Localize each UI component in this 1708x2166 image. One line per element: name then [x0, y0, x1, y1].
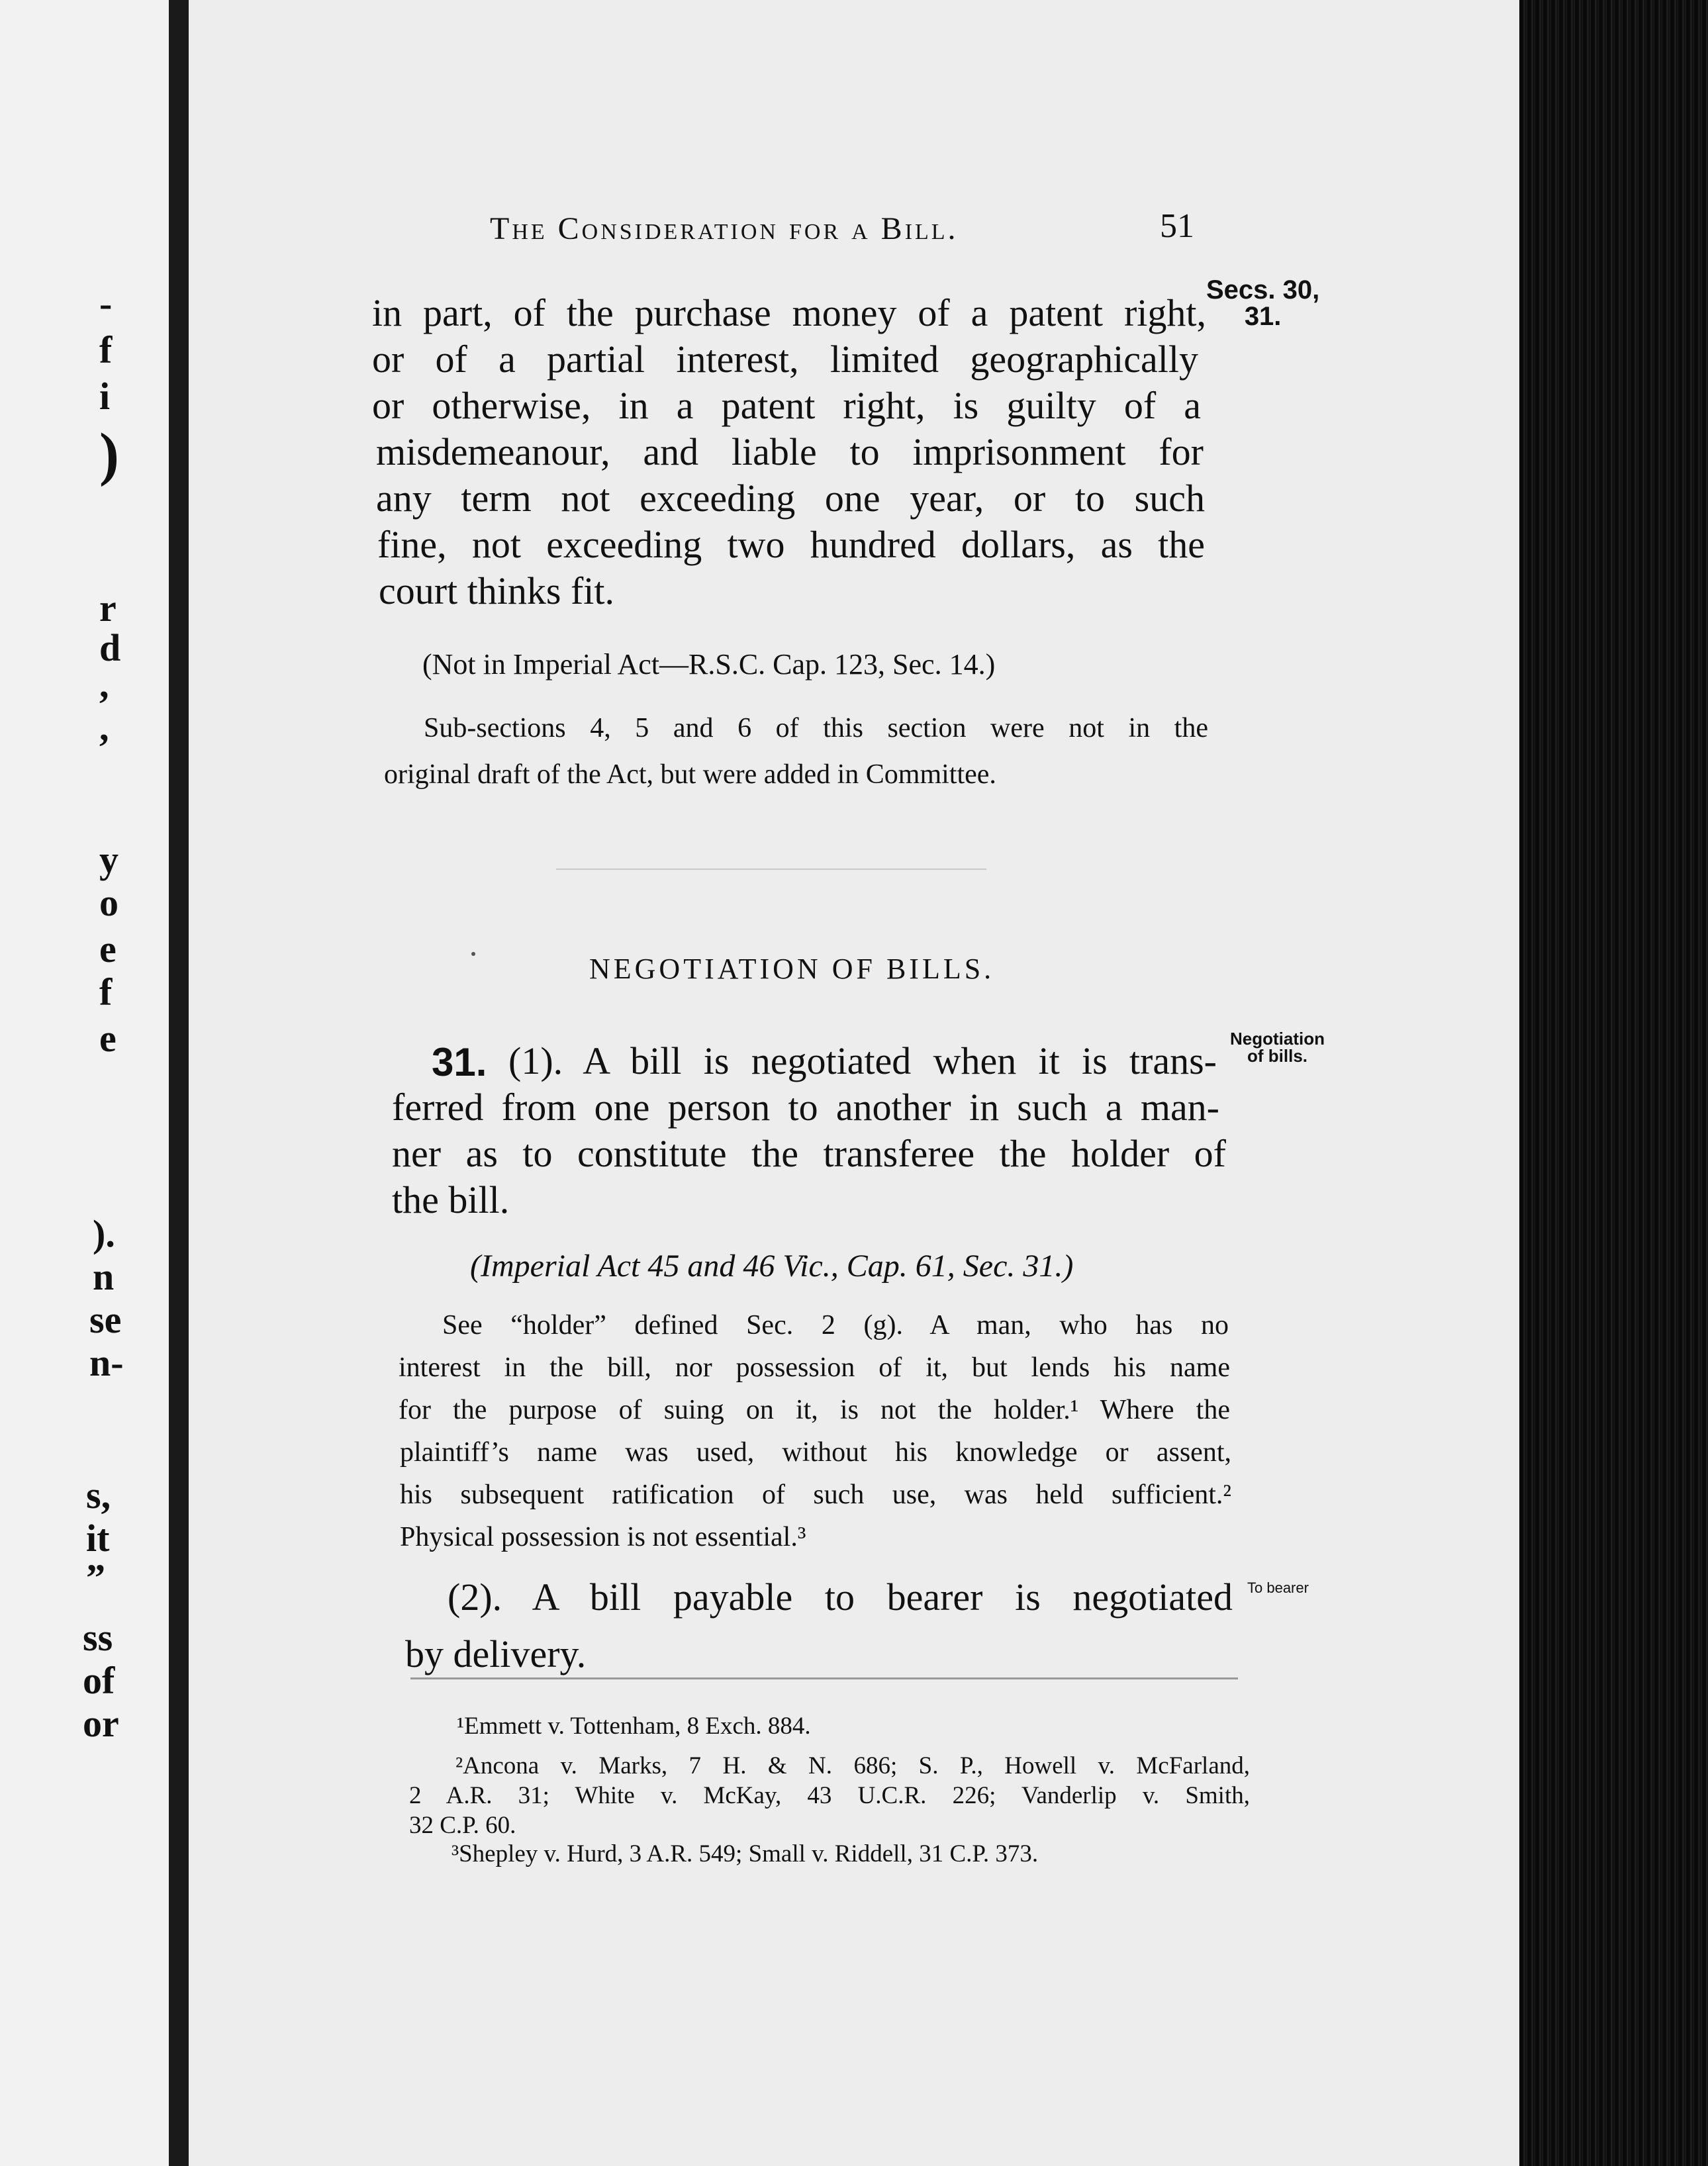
left-page-fragment: ss: [83, 1616, 113, 1659]
left-page-fragment: or: [83, 1702, 119, 1745]
note-line: plaintiff’s name was used, without his knowledge or assent,: [400, 1437, 1231, 1468]
left-page-fragment: o: [99, 881, 119, 924]
left-page-fragment: ,: [99, 706, 109, 749]
paragraph-line: in part, of the purchase money of a patent right,: [372, 291, 1206, 334]
note-line: Physical possession is not essential.³: [400, 1522, 806, 1552]
citation-rsc: (Not in Imperial Act—R.S.C. Cap. 123, Sec. 14.): [422, 648, 996, 681]
footnote-item: ¹Emmett v. Tottenham, 8 Exch. 884.: [457, 1713, 811, 1740]
paragraph-line: or of a partial interest, limited geographically: [372, 338, 1198, 381]
section-heading: NEGOTIATION OF BILLS.: [589, 953, 995, 985]
section-divider: [556, 869, 986, 870]
section-number: 31.: [432, 1040, 487, 1084]
footnote-rule: [410, 1677, 1238, 1679]
left-page-fragment: y: [99, 838, 119, 881]
paragraph-line: fine, not exceeding two hundred dollars, as the: [377, 523, 1205, 566]
left-page-fragment: i: [99, 375, 111, 418]
left-page-fragment: r: [99, 587, 117, 630]
page-edges: [1519, 0, 1708, 2166]
note-line: original draft of the Act, but were added in Committee.: [384, 759, 996, 790]
note-line: his subsequent ratification of such use, was held sufficient.²: [400, 1480, 1231, 1510]
left-page-fragment: ,: [99, 663, 109, 706]
note-line: Sub-sections 4, 5 and 6 of this section were not in the: [424, 713, 1208, 743]
footnote-item: 32 C.P. 60.: [409, 1812, 516, 1839]
left-page-fragment: n-: [89, 1341, 124, 1384]
note-line: See “holder” defined Sec. 2 (g). A man, who has no: [442, 1310, 1229, 1341]
subsection-line: (2). A bill payable to bearer is negotiated: [448, 1576, 1233, 1619]
left-page-fragment: ”: [86, 1556, 105, 1599]
left-page-fragment: it: [86, 1517, 110, 1560]
paragraph-line: any term not exceeding one year, or to such: [376, 477, 1205, 520]
left-page-fragment: f: [99, 970, 113, 1013]
footnote-item: ³Shepley v. Hurd, 3 A.R. 549; Small v. Riddell, 31 C.P. 373.: [451, 1840, 1039, 1867]
page-number: 51: [1160, 207, 1194, 245]
subsection-line: by delivery.: [405, 1632, 587, 1675]
paragraph-line: misdemeanour, and liable to imprisonment for: [376, 430, 1204, 473]
paragraph-line: or otherwise, in a patent right, is guilty of a: [372, 384, 1201, 427]
footnote-item: 2 A.R. 31; White v. McKay, 43 U.C.R. 226; Vanderlip v. Smith,: [409, 1782, 1250, 1809]
citation-imperial-act: (Imperial Act 45 and 46 Vic., Cap. 61, Sec. 31.): [470, 1248, 1074, 1284]
left-page-fragment: -: [99, 282, 113, 325]
margin-note-secs: Secs. 30, 31.: [1206, 275, 1320, 331]
left-page-fragment: f: [99, 328, 113, 371]
left-page-sliver: [0, 0, 169, 2166]
left-page-fragment: of: [83, 1659, 115, 1702]
footnote-item: ²Ancona v. Marks, 7 H. & N. 686; S. P., Howell v. McFarland,: [455, 1752, 1250, 1779]
left-page-fragment: ).: [93, 1212, 115, 1255]
print-speck: [471, 952, 475, 956]
margin-note-negotiation: Negotiation of bills.: [1230, 1029, 1325, 1066]
running-head: The Consideration for a Bill.: [490, 211, 959, 246]
margin-note-to-bearer: To bearer: [1247, 1579, 1309, 1596]
section-line: ner as to constitute the transferee the holder of: [392, 1132, 1226, 1175]
note-line: interest in the bill, nor possession of it, but lends his name: [399, 1352, 1230, 1383]
book-gutter: [169, 0, 189, 2166]
left-page-fragment: s,: [86, 1474, 111, 1517]
left-page-fragment: d: [99, 626, 121, 669]
left-page-fragment: se: [89, 1298, 122, 1341]
left-page-fragment: n: [93, 1255, 115, 1298]
section-line: the bill.: [392, 1178, 510, 1221]
left-page-fragment: e: [99, 1017, 117, 1060]
section-line: ferred from one person to another in such a man-: [392, 1086, 1219, 1129]
section-line: (1). A bill is negotiated when it is trans-: [508, 1039, 1217, 1082]
note-line: for the purpose of suing on it, is not the holder.¹ Where the: [399, 1395, 1230, 1425]
left-page-fragment: ): [99, 422, 119, 487]
paragraph-line: court thinks fit.: [379, 569, 615, 612]
left-page-fragment: e: [99, 927, 117, 970]
